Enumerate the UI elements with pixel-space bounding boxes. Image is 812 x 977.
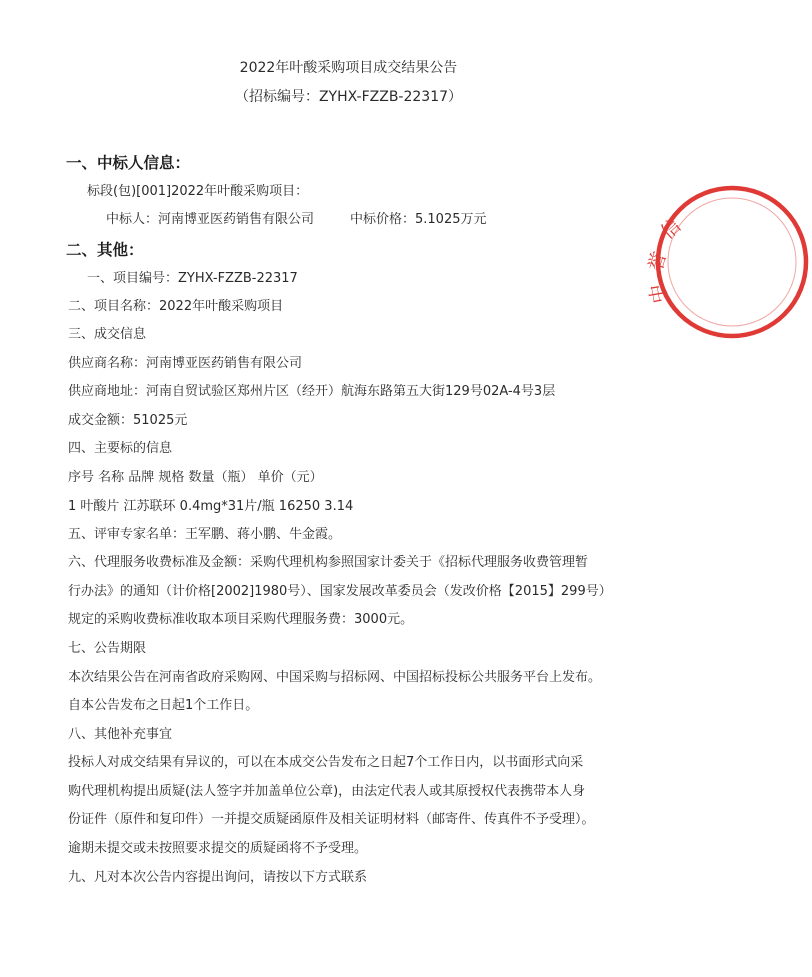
body-line: 本次结果公告在河南省政府采购网、中国采购与招标网、中国招标投标公共服务平台上发布。 — [68, 670, 602, 685]
body-line: 六、代理服务收费标准及金额：采购代理机构参照国家计委关于《招标代理服务收费管理暂 — [68, 555, 589, 570]
official-seal-icon — [644, 182, 812, 342]
table-row-line: 1 叶酸片 江苏联环 0.4mg*31片/瓶 16250 3.14 — [68, 499, 354, 514]
body-line: 供应商地址：河南自贸试验区郑州片区（经开）航海东路第五大街129号02A-4号3层 — [68, 384, 556, 399]
body-line: 规定的采购收费标准收取本项目采购代理服务费：3000元。 — [68, 612, 414, 627]
body-line: 购代理机构提出质疑(法人签字并加盖单位公章)，由法定代表人或其原授权代表携带本人身 — [68, 784, 586, 799]
body-line: 九、凡对本次公告内容提出询问，请按以下方式联系 — [68, 870, 368, 885]
lot-line: 标段(包)[001]2022年叶酸采购项目： — [87, 184, 309, 199]
body-line: 五、评审专家名单：王军鹏、蒋小鹏、牛金霞。 — [68, 527, 342, 542]
price-line: 中标价格：5.1025万元 — [350, 212, 487, 227]
body-line: 二、项目名称：2022年叶酸采购项目 — [68, 299, 284, 314]
body-line: 七、公告期限 — [68, 641, 147, 656]
table-header-line: 序号 名称 品牌 规格 数量（瓶） 单价（元） — [68, 470, 323, 485]
section1-heading: 一、中标人信息： — [66, 154, 191, 172]
svg-text:誉: 誉 — [644, 249, 672, 274]
body-line: 供应商名称：河南博亚医药销售有限公司 — [68, 356, 303, 371]
svg-text:信: 信 — [656, 214, 686, 244]
body-line: 份证件（原件和复印件）一并提交质疑函原件及相关证明材料（邮寄件、传真件不予受理）。 — [68, 812, 595, 827]
document-title: 2022年叶酸采购项目成交结果公告 — [239, 60, 458, 76]
body-line: 投标人对成交结果有异议的，可以在本成交公告发布之日起7个工作日内，以书面形式向采 — [68, 755, 584, 770]
body-line: 四、主要标的信息 — [68, 441, 173, 456]
body-line: 自本公告发布之日起1个工作日。 — [68, 698, 259, 713]
svg-text:中: 中 — [645, 282, 671, 305]
body-line: 一、项目编号：ZYHX-FZZB-22317 — [87, 271, 298, 286]
winner-line: 中标人：河南博亚医药销售有限公司 — [106, 212, 315, 227]
body-line: 三、成交信息 — [68, 327, 147, 342]
body-line: 成交金额：51025元 — [68, 413, 188, 428]
body-line: 八、其他补充事宜 — [68, 727, 173, 742]
section2-heading: 二、其他： — [66, 241, 144, 259]
body-line: 逾期未提交或未按照要求提交的质疑函将不予受理。 — [68, 841, 368, 856]
document-subtitle: （招标编号：ZYHX-FZZB-22317） — [234, 89, 463, 105]
body-line: 行办法》的通知（计价格[2002]1980号）、国家发展改革委员会（发改价格【2015】299号） — [68, 584, 612, 599]
